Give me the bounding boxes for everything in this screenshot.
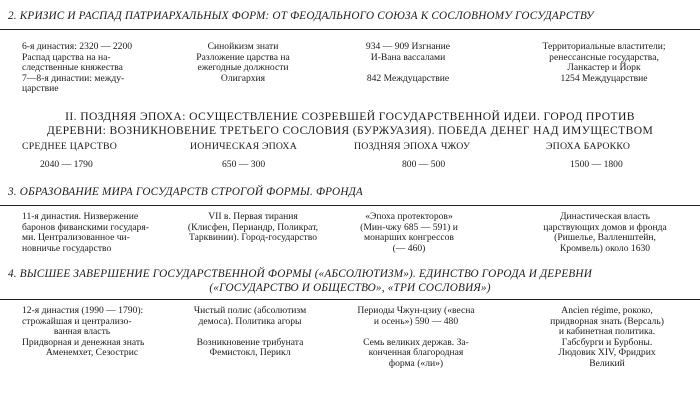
era-name-1: СРЕДНЕЕ ЦАРСТВО [22, 141, 117, 152]
era-name-2: ИОНИЧЕСКАЯ ЭПОХА [190, 141, 297, 152]
cell-line: следственные княжества [22, 62, 123, 74]
section-4-col-4 [524, 306, 690, 370]
cell-line: монарших конгрессов [364, 232, 454, 244]
cell-line: (Мин-чжу 685 — 591) и [360, 221, 458, 233]
cell-line: Семь великих держав. За- [363, 336, 469, 348]
section-2-col-2 [178, 42, 308, 84]
rule-section-2 [0, 29, 700, 30]
section-3-col-2 [178, 212, 328, 244]
cell-line: Придворная и денежная знать [22, 336, 145, 348]
cell-line: Синойкизм знати [207, 41, 279, 52]
cell-line: Габсбурги и Бурбоны. [561, 336, 653, 348]
cell-line: И-Вана вассалами [370, 51, 446, 63]
cell-line: Ancien régime, рококо, [561, 305, 653, 316]
cell-line: царствие [22, 83, 59, 95]
cell-line: и кабинетная политика. [558, 326, 656, 338]
cell-line: ванная власть [53, 326, 111, 338]
cell-line: Чистый полис (абсолютизм [193, 305, 307, 316]
section-4-col-3 [346, 306, 486, 370]
cell-line: (— 460) [392, 242, 426, 254]
section-4-heading-line-1: 4. ВЫСШЕЕ ЗАВЕРШЕНИЕ ГОСУДАРСТВЕННОЙ ФОРМЫ («АБСОЛЮТИЗМ»). ЕДИНСТВО ГОРОДА И ДЕРЕВНИ [8, 268, 592, 280]
cell-line: 842 Междуцарствие [366, 72, 450, 84]
cell-line: Олигархия [220, 72, 266, 84]
cell-line: (Ришелье, Валленштейн, [554, 232, 656, 244]
cell-line: Возникновение трибуната [196, 336, 304, 348]
cell-line: ежегодные должности [197, 62, 289, 74]
cell-line: Ланкастер и Йорк [567, 62, 641, 74]
cell-line: форма («ли») [388, 357, 444, 369]
cell-line: Фемистокл, Перикл [209, 347, 291, 359]
section-ii-title [5, 110, 695, 137]
section-4-heading-line-2: («ГОСУДАРСТВО И ОБЩЕСТВО», «ТРИ СОСЛОВИЯ») [209, 282, 491, 294]
cell-line: «Эпоха протекторов» [365, 211, 453, 222]
cell-line: VII в. Первая тирания [208, 211, 298, 222]
era-dates-3: 800 — 500 [402, 159, 446, 170]
era-dates-2: 650 — 300 [222, 159, 266, 170]
cell-line: Разложение царства на [196, 51, 290, 63]
rule-section-4 [0, 299, 700, 300]
cell-line: 7—8-я династии: между- [22, 72, 125, 84]
cell-line: баронов фиванскими государя- [22, 221, 149, 233]
section-3-col-4 [520, 212, 690, 254]
cell-line: Великий [589, 357, 625, 369]
cell-line: (Клисфен, Периандр, Поликрат, [187, 221, 319, 233]
cell-line: Распад царства на на- [22, 51, 111, 63]
era-dates-1: 2040 — 1790 [40, 159, 93, 170]
cell-line: конченная благородная [368, 347, 464, 359]
cell-line: царствующих домов и фронда [543, 221, 667, 233]
cell-line: 6-я династия: 2320 — 2200 [22, 41, 133, 52]
section-3-col-1 [22, 212, 172, 254]
cell-line: Территориальные властители; [542, 41, 666, 52]
cell-line: и осень») 590 — 480 [373, 315, 459, 327]
cell-line: ренессансные государства, [549, 51, 659, 63]
cell-line: Людовик XIV, Фридрих [558, 347, 656, 359]
section-4-col-1 [22, 306, 172, 359]
cell-line: новничье государство [22, 242, 112, 254]
era-name-4: ЭПОХА БАРОККО [546, 141, 631, 152]
section-ii-title-line-1: II. ПОЗДНЯЯ ЭПОХА: ОСУЩЕСТВЛЕНИЕ СОЗРЕВШЕЙ ГОСУДАРСТВЕННОЙ ИДЕИ. ГОРОД ПРОТИВ [65, 110, 635, 123]
cell-line: 11-я династия. Низвержение [22, 211, 139, 222]
cell-line: Аменемхет, Сезострис [45, 347, 139, 359]
section-ii-title-line-2: ДЕРЕВНИ: ВОЗНИКНОВЕНИЕ ТРЕТЬЕГО СОСЛОВИЯ (БУРЖУАЗИЯ). ПОБЕДА ДЕНЕГ НАД ИМУЩЕСТВОМ [46, 123, 654, 137]
cell-line: Периоды Чжун-цзиу («весна [357, 305, 475, 316]
era-name-3: ПОЗДНЯЯ ЭПОХА ЧЖОУ [354, 141, 471, 152]
cell-line: ми. Централизованное чи- [22, 232, 130, 244]
rule-section-3 [0, 205, 700, 206]
section-3-heading: 3. ОБРАЗОВАНИЕ МИРА ГОСУДАРСТВ СТРОГОЙ ФОРМЫ. ФРОНДА [8, 186, 363, 198]
cell-line: 12-я династия (1990 — 1790): [22, 305, 144, 316]
cell-line: Династическая власть [559, 211, 651, 222]
section-3-col-3 [344, 212, 474, 254]
section-2-col-3 [348, 42, 468, 84]
cell-line: 1254 Междуцарствие [560, 72, 648, 84]
era-dates-4: 1500 — 1800 [570, 159, 623, 170]
section-4-col-2 [180, 306, 320, 359]
cell-line: придворная знать (Версаль) [550, 315, 664, 327]
section-2-col-4 [516, 42, 692, 84]
section-2-col-1 [22, 42, 172, 95]
section-2-heading: 2. КРИЗИС И РАСПАД ПАТРИАРХАЛЬНЫХ ФОРМ: ОТ ФЕОДАЛЬНОГО СОЮЗА К СОСЛОВНОМУ ГОСУДАРСТВУ [8, 10, 594, 22]
cell-line: 934 — 909 Изгнание [365, 41, 451, 52]
cell-line: Кромвель) около 1630 [559, 242, 651, 254]
cell-line: Тарквинии). Город-государство [189, 232, 317, 244]
cell-line: строжайшая и централизо- [22, 315, 132, 327]
cell-line: демоса). Политика агоры [198, 315, 302, 327]
